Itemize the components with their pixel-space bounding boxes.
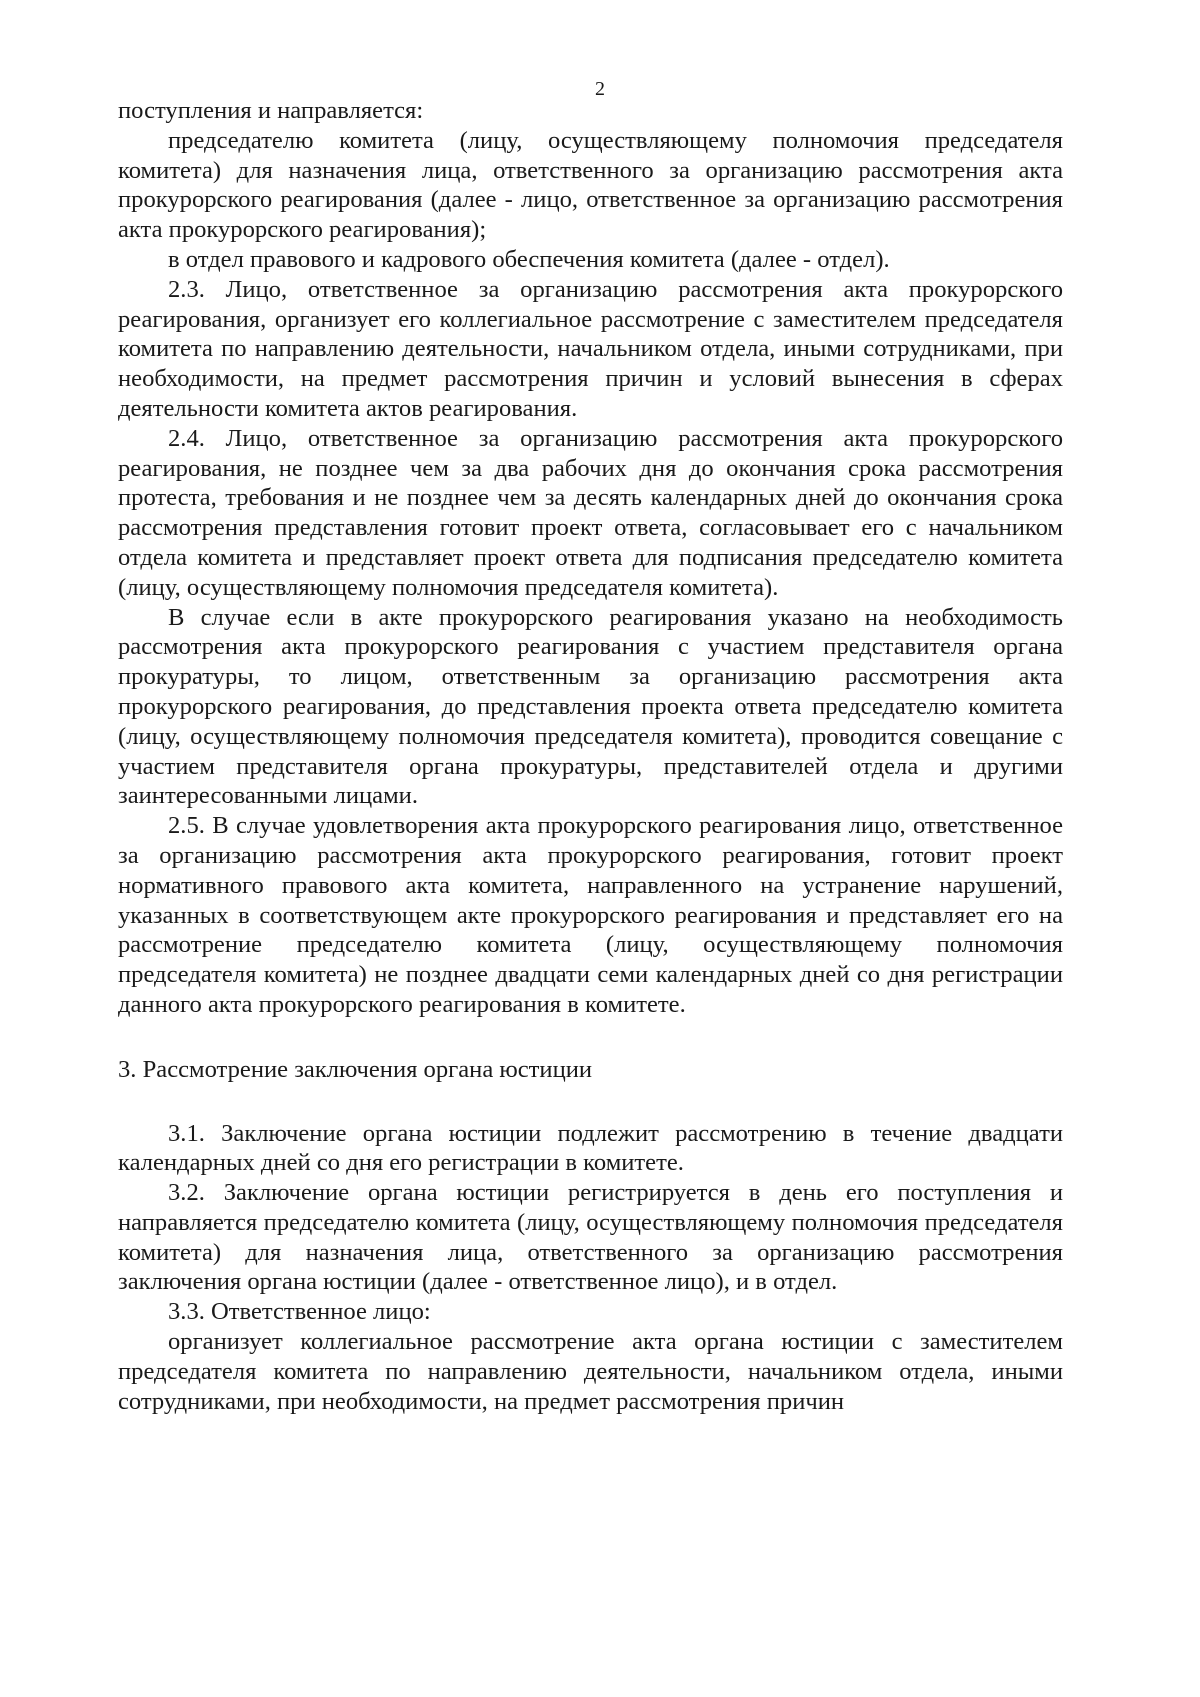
paragraph-3-1: 3.1. Заключение органа юстиции подлежит рассмотрению в течение двадцати календарных дней со дня его регистрации в комитете. [118, 1119, 1063, 1177]
paragraph-3-3: 3.3. Ответственное лицо: [168, 1298, 431, 1326]
document-body [118, 96, 1063, 1416]
paragraph: В случае если в акте прокурорского реагирования указано на необходимость рассмотрения акта прокурорского реагирования с участием представителя органа прокуратуры, то лицом, ответственным за организацию рассмотрения акта прокурорского реагирования, до представления проекта ответа председателю комитета (лицу, осуществляющему полномочия председателя комитета), проводится совещание с участием представителя органа прокуратуры, представителей отдела и другими заинтересованными лицами. [118, 603, 1063, 810]
paragraph: в отдел правового и кадрового обеспечения комитета (далее - отдел). [168, 245, 890, 273]
paragraph: поступления и направляется: [118, 97, 424, 124]
paragraph-3-2: 3.2. Заключение органа юстиции регистрируется в день его поступления и направляется председателю комитета (лицу, осуществляющему полномочия председателя комитета) для назначения лица, ответственного за организацию рассмотрения заключения органа юстиции (далее - ответственное лицо), и в отдел. [118, 1179, 1063, 1296]
paragraph: организует коллегиальное рассмотрение акта органа юстиции с заместителем председателя комитета по направлению деятельности, начальником отдела, иными сотрудниками, при необходимости, на предмет рассмотрения причин [118, 1328, 1063, 1415]
section-heading: 3. Рассмотрение заключения органа юстиции [118, 1055, 593, 1083]
paragraph-2-5: 2.5. В случае удовлетворения акта прокурорского реагирования лицо, ответственное за организацию рассмотрения акта прокурорского реагирования, готовит проект нормативного правового акта комитета, направленного на устранение нарушений, указанных в соответствующем акте прокурорского реагирования и представляет его на рассмотрение председателю комитета (лицу, осуществляющему полномочия председателя комитета) не позднее двадцати семи календарных дней со дня регистрации данного акта прокурорского реагирования в комитете. [118, 812, 1063, 1018]
page-number: 2 [595, 78, 605, 100]
paragraph-2-3: 2.3. Лицо, ответственное за организацию рассмотрения акта прокурорского реагирования, организует его коллегиальное рассмотрение с заместителем председателя комитета по направлению деятельности, начальником отдела, иными сотрудниками, при необходимости, на предмет рассмотрения причин и условий вынесения в сферах деятельности комитета актов реагирования. [118, 275, 1063, 422]
paragraph-2-4: 2.4. Лицо, ответственное за организацию рассмотрения акта прокурорского реагирования, не позднее чем за два рабочих дня до окончания срока рассмотрения протеста, требования и не позднее чем за десять календарных дней до окончания срока рассмотрения представления готовит проект ответа, согласовывает его с начальником отдела комитета и представляет проект ответа для подписания председателю комитета (лицу, осуществляющему полномочия председателя комитета). [118, 424, 1063, 601]
paragraph: председателю комитета (лицу, осуществляющему полномочия председателя комитета) для назначения лица, ответственного за организацию рассмотрения акта прокурорского реагирования (далее - лицо, ответственное за организацию рассмотрения акта прокурорского реагирования); [118, 126, 1063, 244]
